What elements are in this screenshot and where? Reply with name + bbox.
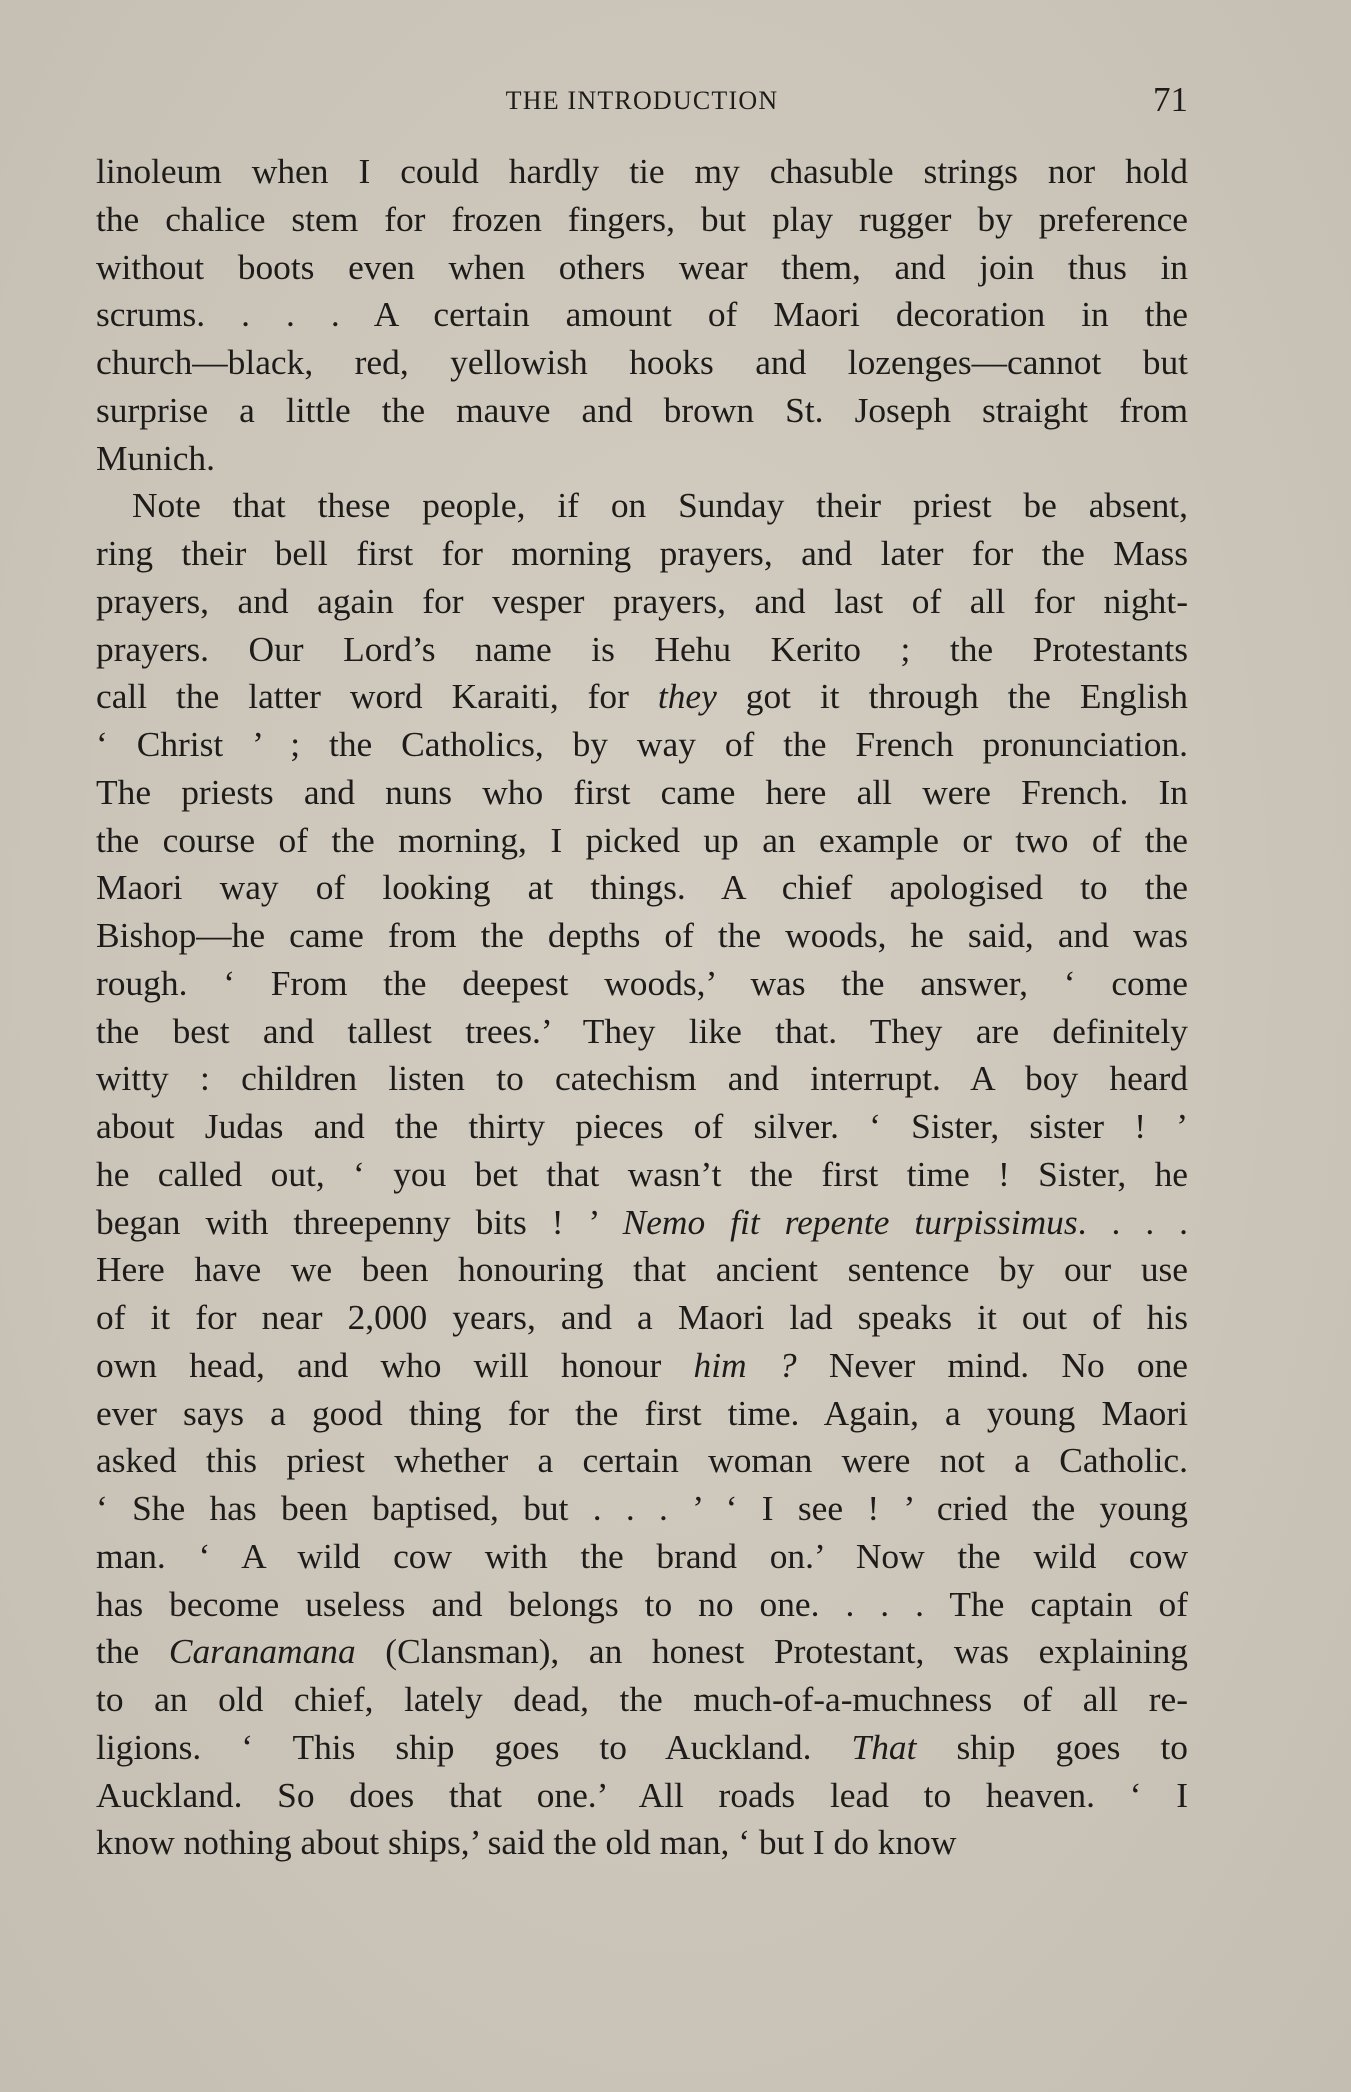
- text-line: Bishop—he came from the depths of the woods, he said, and was: [96, 915, 1188, 955]
- text-line: ‘ Christ ’ ; the Catholics, by way of the French pronunciation.: [96, 724, 1188, 764]
- text-line: the Caranamana (Clansman), an honest Protestant, was explaining: [96, 1631, 1188, 1672]
- italic-text: Caranamana: [168, 1631, 356, 1672]
- text-line: began with threepenny bits ! ’ Nemo fit repente turpissimus. . . .: [96, 1201, 1188, 1242]
- body-text: [96, 148, 1188, 1867]
- running-head: [96, 82, 1188, 122]
- text-line: without boots even when others wear them, and join thus in: [96, 246, 1188, 287]
- text-line: ring their bell first for morning prayers, and later for the Mass: [96, 533, 1188, 573]
- text-line: witty : children listen to catechism and interrupt. A boy heard: [96, 1058, 1188, 1099]
- text-line: the chalice stem for frozen fingers, but play rugger by preference: [96, 198, 1188, 239]
- text-line: asked this priest whether a certain woman were not a Catholic.: [96, 1440, 1188, 1481]
- text-line: has become useless and belongs to no one. . . . The captain of: [96, 1583, 1188, 1624]
- page-number: 71: [1153, 80, 1188, 119]
- text-line: know nothing about ships,’ said the old man, ‘ but I do know: [96, 1822, 957, 1863]
- text-line: call the latter word Karaiti, for they got it through the English: [96, 676, 1188, 717]
- text-line: rough. ‘ From the deepest woods,’ was the answer, ‘ come: [96, 962, 1188, 1003]
- running-title: THE INTRODUCTION: [505, 86, 779, 115]
- text-line: ‘ She has been baptised, but . . . ’ ‘ I see ! ’ cried the young: [96, 1488, 1188, 1528]
- text-line: The priests and nuns who first came here all were French. In: [96, 771, 1188, 812]
- text-line: the best and tallest trees.’ They like that. They are definitely: [96, 1010, 1188, 1051]
- italic-text: him ?: [693, 1344, 797, 1385]
- text-line: scrums. . . . A certain amount of Maori decoration in the: [96, 294, 1188, 335]
- italic-text: That: [851, 1726, 917, 1767]
- text-line: Munich.: [96, 437, 215, 478]
- text-line: church—black, red, yellowish hooks and lozenges—cannot but: [96, 342, 1188, 382]
- text-line: linoleum when I could hardly tie my chasuble strings nor hold: [96, 151, 1188, 191]
- text-line: prayers, and again for vesper prayers, and last of all for night-: [96, 580, 1188, 621]
- text-line: ligions. ‘ This ship goes to Auckland. That ship goes to: [96, 1726, 1188, 1767]
- text-line: Auckland. So does that one.’ All roads lead to heaven. ‘ I: [96, 1774, 1188, 1815]
- text-line: man. ‘ A wild cow with the brand on.’ Now the wild cow: [96, 1535, 1188, 1576]
- text-line: surprise a little the mauve and brown St. Joseph straight from: [96, 389, 1188, 430]
- text-line: own head, and who will honour him ? Never mind. No one: [96, 1344, 1188, 1385]
- text-line: prayers. Our Lord’s name is Hehu Kerito ; the Protestants: [96, 628, 1188, 669]
- text-line: about Judas and the thirty pieces of silver. ‘ Sister, sister ! ’: [96, 1106, 1188, 1146]
- text-line: Note that these people, if on Sunday their priest be absent,: [132, 485, 1188, 526]
- text-line: Maori way of looking at things. A chief apologised to the: [96, 867, 1188, 908]
- text-line: ever says a good thing for the first time. Again, a young Maori: [96, 1392, 1188, 1433]
- italic-text: Nemo fit repente turpissimus: [622, 1201, 1078, 1242]
- text-line: he called out, ‘ you bet that wasn’t the first time ! Sister, he: [96, 1153, 1188, 1194]
- italic-text: they: [657, 676, 717, 717]
- text-line: of it for near 2,000 years, and a Maori lad speaks it out of his: [96, 1297, 1188, 1337]
- text-line: to an old chief, lately dead, the much-of-a-muchness of all re-: [96, 1679, 1188, 1719]
- text-line: Here have we been honouring that ancient sentence by our use: [96, 1249, 1188, 1290]
- text-line: the course of the morning, I picked up an example or two of the: [96, 819, 1188, 860]
